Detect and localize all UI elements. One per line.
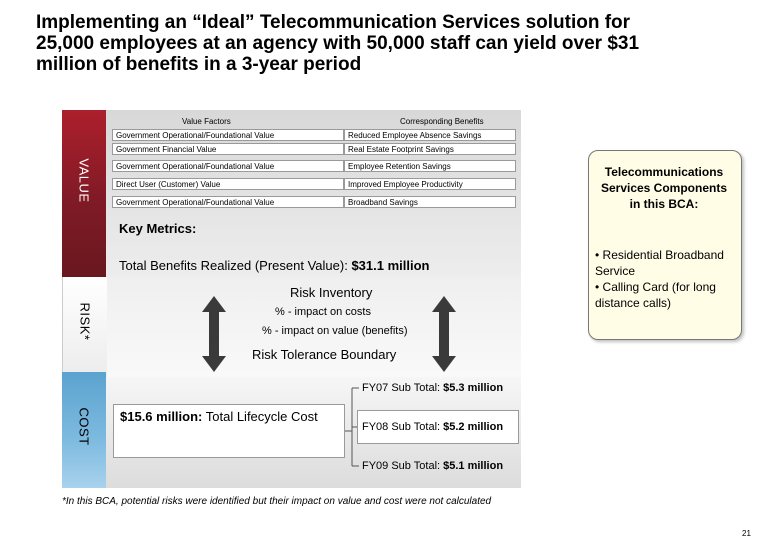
fy08-subtotal — [362, 421, 503, 433]
impact-on-value: % - impact on value (benefits) — [262, 325, 408, 337]
fy09-value: $5.1 million — [443, 460, 504, 472]
benefit-cell: Reduced Employee Absence Savings — [344, 129, 516, 141]
fy07-subtotal — [362, 382, 503, 394]
callout-list — [595, 247, 740, 311]
risk-sidebar-label: RISK* — [77, 302, 93, 340]
fy08-value: $5.2 million — [443, 421, 504, 433]
right-double-arrow-icon — [432, 296, 456, 372]
value-factor-cell: Government Financial Value — [112, 143, 344, 155]
footnote: *In this BCA, potential risks were identified but their impact on value and cost were not calculated — [62, 496, 492, 507]
title-line-2: 25,000 employees at an agency with 50,000 staff can yield over $31 — [36, 33, 640, 54]
value-factor-cell: Government Operational/Foundational Value — [112, 196, 344, 208]
cost-sidebar-label-wrap — [62, 396, 106, 456]
callout-title: Telecommunications Services Components in this BCA: — [600, 165, 728, 211]
value-factor-cell: Direct User (Customer) Value — [112, 178, 344, 190]
risk-inventory-label: Risk Inventory — [290, 285, 373, 300]
callout-item-broadband: • Residential Broadband Service — [595, 248, 724, 278]
total-benefits-value: $31.1 million — [351, 258, 430, 273]
fy07-value: $5.3 million — [443, 382, 504, 394]
cost-sidebar-label: COST — [76, 406, 92, 446]
total-benefits — [119, 258, 429, 273]
value-factor-cell: Government Operational/Foundational Value — [112, 160, 344, 172]
page-title — [36, 12, 756, 75]
value-sidebar — [62, 110, 106, 277]
page-number: 21 — [742, 529, 751, 538]
left-double-arrow-icon — [202, 296, 226, 372]
fy09-subtotal — [362, 460, 503, 472]
total-benefits-label: Total Benefits Realized (Present Value): — [119, 258, 352, 273]
fy09-label: FY09 Sub Total: — [362, 460, 444, 472]
benefit-cell: Broadband Savings — [344, 196, 516, 208]
value-sidebar-label-wrap — [62, 150, 106, 210]
cost-sidebar — [62, 372, 106, 488]
fy07-label: FY07 Sub Total: — [362, 382, 444, 394]
risk-sidebar-label-wrap — [63, 291, 107, 351]
value-factors-header: Value Factors — [182, 117, 231, 126]
key-metrics-label: Key Metrics: — [119, 221, 197, 236]
risk-tolerance-boundary: Risk Tolerance Boundary — [252, 347, 397, 362]
corresponding-benefits-header: Corresponding Benefits — [400, 117, 484, 126]
title-line-3: million of benefits in a 3-year period — [36, 54, 362, 75]
impact-on-costs: % - impact on costs — [275, 306, 371, 318]
risk-sidebar — [62, 277, 107, 377]
fy08-label: FY08 Sub Total: — [362, 421, 444, 433]
total-lifecycle-cost-box — [113, 404, 345, 458]
value-factor-cell: Government Operational/Foundational Value — [112, 129, 344, 141]
lifecycle-cost-label: Total Lifecycle Cost — [202, 409, 318, 424]
lifecycle-cost-value: $15.6 million: — [120, 409, 203, 424]
benefit-cell: Real Estate Footprint Savings — [344, 143, 516, 155]
benefit-cell: Improved Employee Productivity — [344, 178, 516, 190]
value-sidebar-label: VALUE — [76, 157, 92, 203]
title-line-1: Implementing an “Ideal” Telecommunication Services solution for — [36, 12, 631, 33]
benefit-cell: Employee Retention Savings — [344, 160, 516, 172]
callout-item-calling-card: • Calling Card (for long distance calls) — [595, 280, 716, 310]
